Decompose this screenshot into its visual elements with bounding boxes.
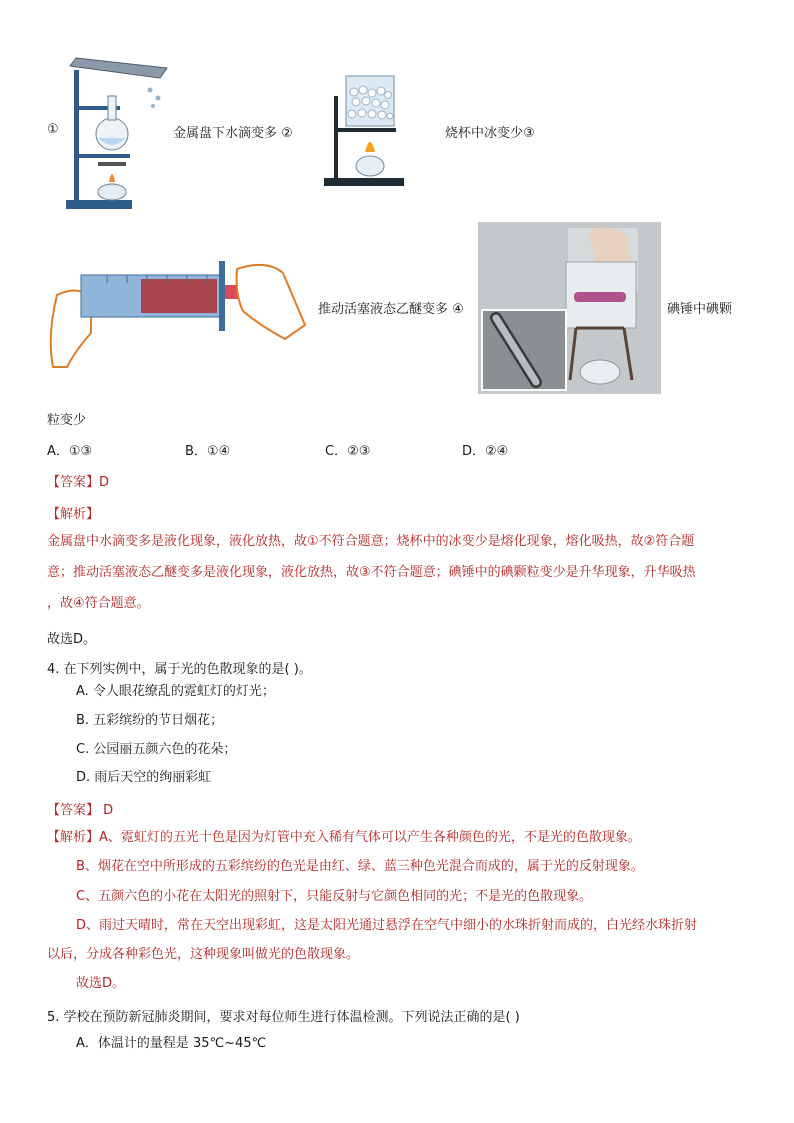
- figure-3-syringe: [47, 255, 309, 370]
- q4-option-d: D. 雨后天空的绚丽彩虹: [76, 770, 212, 785]
- q3-option-c: C．②③: [325, 444, 371, 459]
- q4-option-c: C. 公园丽五颜六色的花朵；: [76, 742, 237, 757]
- q4-answer: [47, 799, 113, 818]
- q4-analysis-line: B、烟花在空中所形成的五彩缤纷的色光是由红、绿、蓝三种色光混合而成的，属于光的反射现象。: [76, 859, 644, 874]
- figure-3-caption: 推动活塞液态乙醚变多 ④: [318, 302, 464, 317]
- q4-analysis-line: C、五颜六色的小花在太阳光的照射下，只能反射与它颜色相同的光；不是光的色散现象。: [76, 889, 593, 904]
- q3-option-a: A．①③: [47, 444, 93, 459]
- q4-analysis-line: D、雨过天晴时，常在天空出现彩虹，这是太阳光通过悬浮在空气中细小的水珠折射而成的，白光经水珠折射: [76, 918, 698, 933]
- q3-analysis-line: 金属盘中水滴变多是液化现象，液化放热，故①不符合题意；烧杯中的冰变少是熔化现象，熔化吸热，故②符合题: [47, 534, 695, 549]
- q3-analysis-tag: 【解析】: [47, 507, 100, 522]
- figure-1-condensation-apparatus: [62, 50, 172, 212]
- q3-conclusion: 故选D。: [47, 632, 97, 647]
- figure-1-caption: 金属盘下水滴变多 ②: [173, 126, 293, 141]
- q3-analysis-line: ，故④符合题意。: [47, 596, 150, 611]
- q4-option-a: A. 令人眼花缭乱的霓虹灯的灯光；: [76, 684, 275, 699]
- q3-answer-tag: 【答案】: [47, 475, 100, 490]
- q3-option-d: D．②④: [462, 444, 509, 459]
- q3-option-b: B．①④: [185, 444, 231, 459]
- q4-answer-tag: 【答案】: [47, 803, 100, 818]
- q4-analysis-line: A、霓虹灯的五光十色是因为灯管中充入稀有气体可以产生各种颜色的光，不是光的色散现象。: [99, 830, 641, 845]
- q4-analysis-tag: 【解析】: [47, 830, 100, 845]
- figure-4-caption-cont: 粒变少: [47, 413, 87, 428]
- q4-conclusion: 故选D。: [76, 976, 126, 991]
- q4-analysis-first: [47, 826, 641, 845]
- q5-question: 5. 学校在预防新冠肺炎期间，要求对每位师生进行体温检测。下列说法正确的是( ): [47, 1010, 520, 1025]
- q4-question: 4. 在下列实例中，属于光的色散现象的是( )。: [47, 662, 312, 677]
- q3-answer-value: D: [99, 475, 110, 490]
- q4-analysis-line: 以后，分成各种彩色光，这种现象叫做光的色散现象。: [47, 947, 360, 962]
- q4-answer-value: D: [103, 803, 114, 818]
- figure-4-caption: 碘锤中碘颗: [667, 302, 733, 317]
- figure-1-label: ①: [47, 122, 59, 137]
- q4-option-b: B. 五彩缤纷的节日烟花；: [76, 713, 224, 728]
- figure-4-iodine-photo: [478, 222, 661, 394]
- figure-2-ice-beaker: [322, 70, 408, 190]
- figure-2-caption: 烧杯中冰变少③: [445, 126, 535, 141]
- q3-answer: [47, 471, 109, 490]
- q3-analysis-line: 意；推动活塞液态乙醚变多是液化现象，液化放热，故③不符合题意；碘锤中的碘颗粒变少是升华现象，升华吸热: [47, 565, 696, 580]
- q5-option-a: A．体温计的量程是 35℃~45℃: [76, 1036, 267, 1051]
